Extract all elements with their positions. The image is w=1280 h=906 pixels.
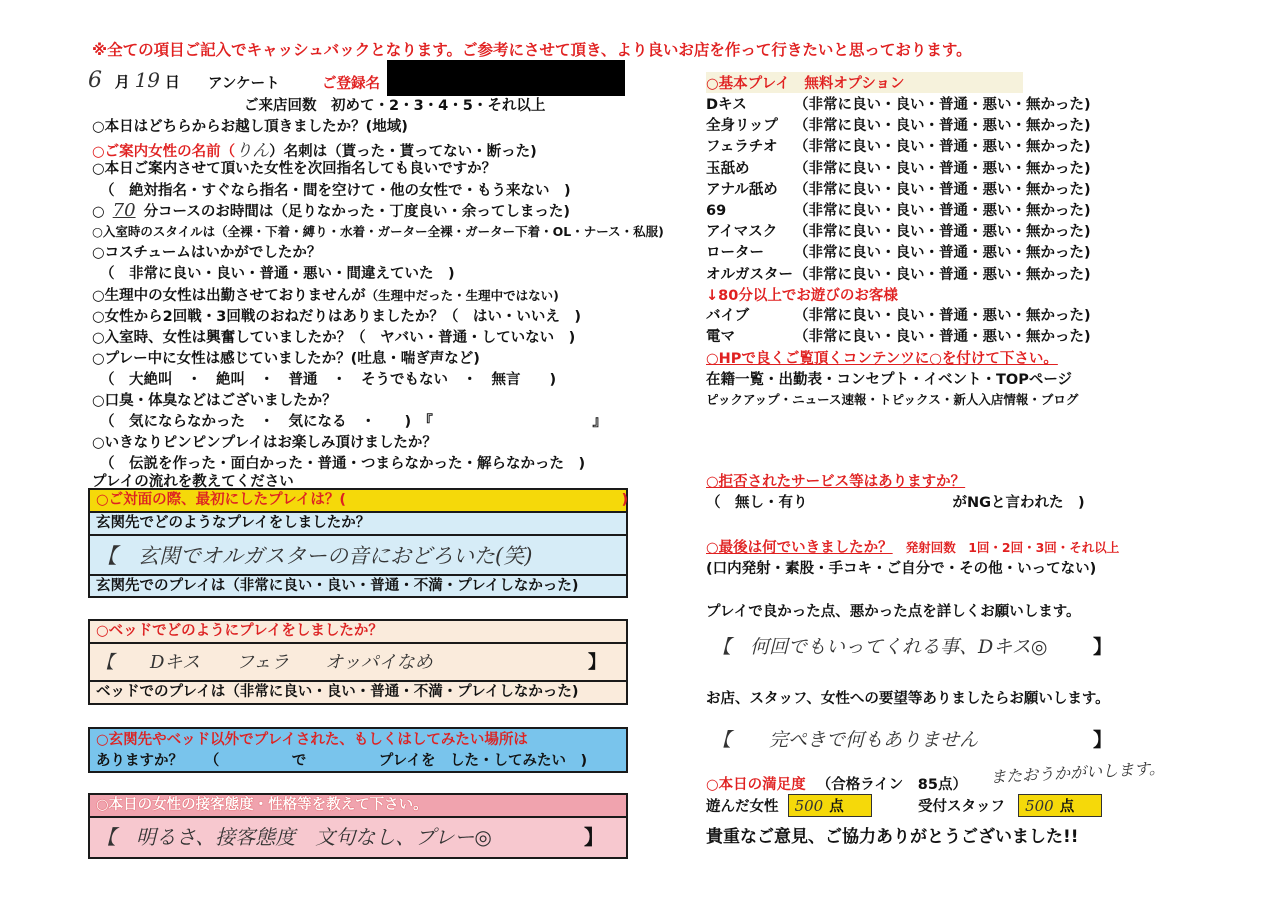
good-bad-answer [712,632,1112,659]
period-note: （生理中だった・生理中ではない) [365,288,559,303]
staff-score-label: 受付スタッフ [918,799,1005,815]
hp-title: ○HPで良くご覧頂くコンテンツに○を付けて下さい。 [706,351,1058,367]
woman-score-value: 500 [794,797,824,815]
attitude-title [90,795,626,818]
option-label: 玉舐め [706,160,750,177]
box-attitude [88,793,628,859]
month-value: 6 [88,68,102,93]
option-label: アイマスク [706,224,778,241]
redacted-name-bar [387,60,625,96]
question-area: ○本日はどちらからお越し頂きましたか？(地域) [92,119,408,135]
refused-question: ○拒否されたサービス等はありますか？ [706,474,966,490]
woman-score-box [788,794,872,817]
box-bed-play [88,619,628,705]
woman-score-row [706,794,872,817]
option-rating-scale: （非常に良い・良い・普通・悪い・無かった) [794,245,1091,262]
option-row [706,135,1091,156]
date-row [88,68,180,93]
satisfaction-title [706,773,967,794]
bed-answer-text: 【 Dキス フェラ オッパイなめ [96,652,433,673]
finish-question-text: ○最後は何でいきましたか？ [706,540,893,556]
option-rating-scale: （非常に良い・良い・普通・悪い・無かった) [794,139,1091,156]
answer-pinpin: （ 伝説を作った・面白かった・普通・つまらなかった・解らなかった ) [100,456,586,472]
question-excited: ○入室時、女性は興奮していましたか？（ ヤバい・普通・していない ) [92,330,576,346]
box-bed-rating: ベッドでのプレイは（非常に良い・良い・普通・不満・プレイしなかった) [90,682,626,703]
attitude-answer-text: 【 明るさ、接客態度 文句なし、プレー◎ [96,825,492,849]
question-feel: ○プレー中に女性は感じていましたか？(吐息・喘ぎ声など) [92,351,480,367]
period-text: ○生理中の女性は出勤させておりませんが [92,288,366,304]
survey-title: アンケート [208,76,280,92]
option-label: 全身リップ [706,118,778,135]
box-entrance-question: 玄関先でどのようなプレイをしましたか？ [90,513,626,536]
registered-name-label: ご登録名 [322,76,380,92]
option-label: オルガスター [706,266,793,283]
question-period [92,284,559,305]
entrance-answer-text: 【 玄関でオルガスターの音におどろいた(笑) [96,544,533,568]
request-answer [712,725,1112,752]
option-label: アナル舐め [706,181,778,198]
option-rating-scale: （非常に良い・良い・普通・悪い・無かった) [794,160,1091,177]
woman-score-label: 遊んだ女性 [706,799,779,815]
option-row [706,157,1091,178]
option-row [706,304,1091,325]
play-flow-label: プレイの流れを教えてください [92,474,294,490]
option-label: 電マ [706,329,735,346]
option-row [706,178,1091,199]
answer-costume: （ 非常に良い・良い・普通・悪い・間違えていた ) [100,266,455,282]
month-label: 月 [114,73,130,91]
box-bed-title [90,621,626,644]
satisfaction-title-text: ○本日の満足度 [706,777,806,793]
basic-play-title-text: ○基本プレイ 無料オプション [706,76,905,92]
request-question: お店、スタッフ、女性への要望等ありましたらお願いします。 [706,691,1110,707]
satisfaction-note: （合格ライン 85点） [816,777,967,793]
woman-score-unit: 点 [829,799,844,815]
refused-answer: （ 無し・有り がNGと言われた ) [706,495,1085,511]
request-answer-extra: またおうかがいします。 [989,758,1166,787]
answer-renominate: （ 絶対指名・すぐなら指名・間を空けて・他の女性で・もう来ない ) [100,183,571,199]
attitude-title-text: ○本日の女性の接客態度・性格等を教えて下さい。 [96,797,428,813]
option-label: Dキス [706,97,747,113]
option-rating-scale: （非常に良い・良い・普通・悪い・無かった) [794,266,1091,283]
option-label: 69 [706,203,727,219]
course-prefix: ○ [92,204,105,220]
question-course [92,200,570,221]
other-place-line1 [90,730,626,751]
other-place-line2: ありますか？ （ で プレイを した・してみたい ) [96,753,588,769]
option-row [706,93,1091,114]
option-rating-scale: （非常に良い・良い・普通・悪い・無かった) [794,308,1091,324]
good-bad-bracket: 】 [1092,636,1112,658]
visit-count: ご来店回数 初めて・2・3・4・5・それ以上 [244,98,546,114]
thanks-message: 貴重なご意見、ご協力ありがとうございました!! [706,827,1079,847]
box-entrance-rating: 玄関先でのプレイは（非常に良い・良い・普通・不満・プレイしなかった) [90,576,626,596]
option-label: バイブ [706,308,750,324]
staff-score-box [1018,794,1102,817]
basic-play-title [706,72,1023,93]
option-row [706,220,1091,241]
finish-question [706,536,1119,557]
option-row [706,241,1091,262]
day-value: 19 [134,68,161,92]
option-rating-scale: （非常に良い・良い・普通・悪い・無かった) [794,329,1091,346]
option-rating-scale: （非常に良い・良い・普通・悪い・無かった) [794,97,1091,113]
hp-line1: 在籍一覧・出勤表・コンセプト・イベント・TOPページ [706,372,1073,388]
good-bad-question: プレイで良かった点、悪かった点を詳しくお願いします。 [706,604,1081,620]
option-rating-scale: （非常に良い・良い・普通・悪い・無かった) [794,203,1091,219]
finish-answer: (口内発射・素股・手コキ・ご自分で・その他・いってない) [706,561,1097,577]
option-label: ローター [706,245,764,262]
answer-feel: （ 大絶叫 ・ 絶叫 ・ 普通 ・ そうでもない ・ 無言 ) [100,372,557,388]
option-rating-scale: （非常に良い・良い・普通・悪い・無かった) [794,224,1091,241]
header-notice: ※全ての項目ご記入でキャッシュバックとなります。ご参考にさせて頂き、より良いお店を作って行きたいと思っております。 [92,41,972,59]
course-value: 70 [112,200,136,221]
request-bracket: 】 [1092,729,1112,751]
attitude-answer [90,818,626,857]
box-first-play-title [90,490,629,513]
answer-odor: （ 気にならなかった ・ 気になる ・ ) 『 』 [100,414,607,430]
hp-line2: ピックアップ・ニュース速報・トピックス・新人入店情報・ブログ [706,392,1079,407]
day-label: 日 [164,73,180,91]
option-row [706,263,1091,284]
question-round2: ○女性から2回戦・3回戦のおねだりはありましたか？（ はい・いいえ ) [92,309,581,325]
other-place-line1-text: ○玄関先やベッド以外でプレイされた、もしくはしてみたい場所は [96,732,528,748]
box-other-place [88,727,628,773]
box-entrance-answer [90,536,626,576]
long-course-note: ↓80分以上でお遊びのお客様 [706,288,898,304]
staff-score-row [918,794,1102,817]
question-card-options: ）名刺は（貰った・貰ってない・断った) [269,144,537,160]
box-bed-title-text: ○ベッドでどのようにプレイをしましたか？ [96,623,383,639]
request-answer-text: 【 完ぺきで何もありません [712,729,979,751]
finish-count: 発射回数 1回・2回・3回・それ以上 [905,540,1120,555]
option-rating-scale: （非常に良い・良い・普通・悪い・無かった) [794,181,1091,198]
staff-score-unit: 点 [1059,799,1075,815]
box-first-play [88,488,628,598]
option-row [706,199,1091,220]
girl-name-value: りん [235,141,270,161]
course-options: 分コースのお時間は（足りなかった・丁度良い・余ってしまった) [143,204,570,220]
option-label: フェラチオ [706,139,778,156]
question-odor: ○口臭・体臭などはございましたか？ [92,393,337,409]
question-pinpin: ○いきなりピンピンプレイはお楽しみ頂けましたか？ [92,435,437,451]
box-first-play-title-text: ○ご対面の際、最初にしたプレイは？( ) [96,492,629,508]
question-style: ○入室時のスタイルは（全裸・下着・縛り・水着・ガーター全裸・ガーター下着・OL・ナース・私服) [92,224,664,239]
attitude-answer-bracket: 】 [584,825,604,849]
question-girl-name-label: ○ご案内女性の名前（ [92,144,236,160]
box-bed-answer [90,644,626,682]
question-renominate: ○本日ご案内させて頂いた女性を次回指名しても良いですか？ [92,161,497,177]
good-bad-answer-text: 【 何回でもいってくれる事、Dキス◎ [712,636,1048,658]
option-row [706,325,1091,346]
bed-answer-bracket: 】 [588,652,606,673]
option-rating-scale: （非常に良い・良い・普通・悪い・無かった) [794,118,1091,135]
option-row [706,114,1091,135]
staff-score-value: 500 [1025,797,1054,815]
question-costume: ○コスチュームはいかがでしたか？ [92,245,322,261]
